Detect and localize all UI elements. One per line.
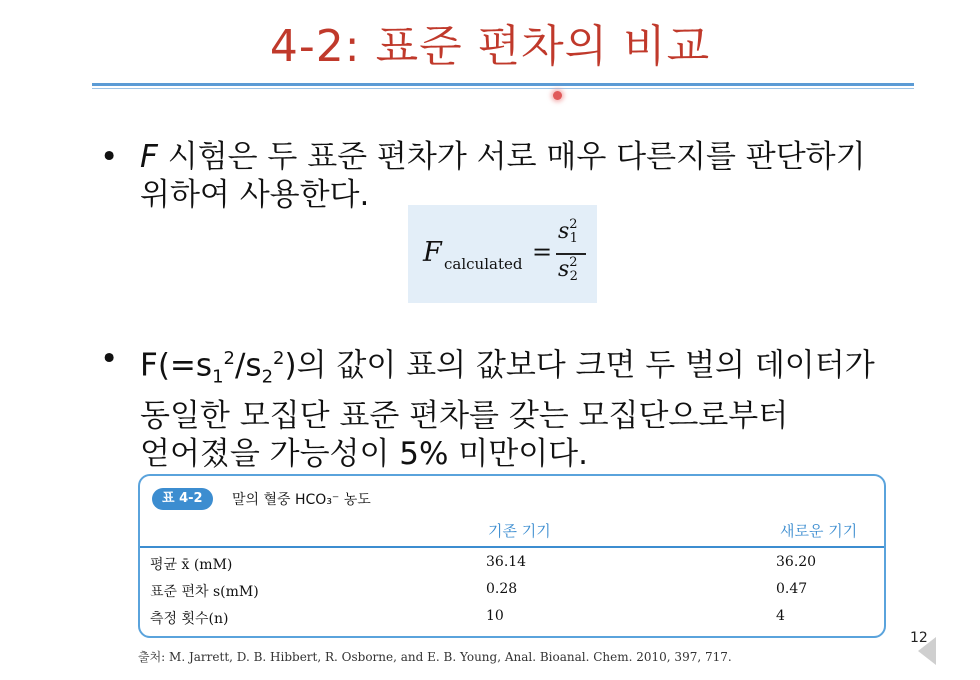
title-divider xyxy=(92,83,914,86)
bullet2-line1: )의 값이 표의 값보다 크면 두 벌의 데이터가 xyxy=(284,347,875,384)
row-label: 평균 x̄ (mM) xyxy=(150,557,233,573)
table-title: 말의 혈중 HCO₃⁻ 농도 xyxy=(232,492,371,508)
table-number-badge: 표 4-2 xyxy=(152,488,213,510)
formula-denominator: $s^22$ xyxy=(558,255,578,284)
cell-new: 36.20 xyxy=(776,554,817,570)
cell-old: 0.28 xyxy=(486,581,518,597)
cell-old: 36.14 xyxy=(486,554,527,570)
bullet2-line3: 얻어졌을 가능성이 5% 미만이다. xyxy=(140,435,588,472)
cell-old: 10 xyxy=(486,608,504,624)
table-row xyxy=(140,604,884,630)
formula-numerator: $s^21$ xyxy=(558,217,578,246)
cell-new: 4 xyxy=(776,608,785,624)
bullet-text xyxy=(140,138,866,214)
bullet1-line1: 시험은 두 표준 편차가 서로 매우 다른지를 판단하기 xyxy=(157,139,866,175)
slide-title: 4-2: 표준 편차의 비교 xyxy=(269,21,711,72)
source-citation: 출처: M. Jarrett, D. B. Hibbert, R. Osborne, and E. B. Young, Anal. Bioanal. Chem. 2010, 397, 717. xyxy=(138,650,732,664)
f-formula-box xyxy=(408,205,597,303)
row-label: 표준 편차 s(mM) xyxy=(150,584,259,600)
f-variable: F xyxy=(140,139,158,175)
table-header-rule xyxy=(140,546,884,548)
bullet-text: $F(=s_1^2/s_2^2)$의 값이 표의 값보다 크면 두 벌의 데이터가 동일한 모집단 표준 편차를 갖는 모집단으로부터 얻어졌을 가능성이 5% 미만이다. xyxy=(140,347,875,472)
bullet2-line2: 동일한 모집단 표준 편차를 갖는 모집단으로부터 xyxy=(140,397,789,434)
table-row xyxy=(140,577,884,603)
bullet-dot: • xyxy=(100,139,119,175)
row-label: 측정 횟수(n) xyxy=(150,611,229,627)
formula-lhs-subscript: calculated xyxy=(444,255,523,273)
formula-lhs: F xyxy=(423,237,442,268)
column-header-old-instrument: 기존 기기 xyxy=(488,522,551,540)
column-header-new-instrument: 새로운 기기 xyxy=(780,522,858,540)
bullet-dot: • xyxy=(100,341,119,377)
bullet1-line2: 위하여 사용한다. xyxy=(140,177,370,213)
table-row xyxy=(140,550,884,576)
cell-new: 0.47 xyxy=(776,581,808,597)
page-corner-icon xyxy=(918,637,936,665)
title-divider-thin xyxy=(92,88,914,89)
table-4-2 xyxy=(138,474,886,638)
laser-pointer-dot xyxy=(553,91,562,100)
page-number: 12 xyxy=(910,630,928,646)
formula-equals: = xyxy=(532,238,553,266)
